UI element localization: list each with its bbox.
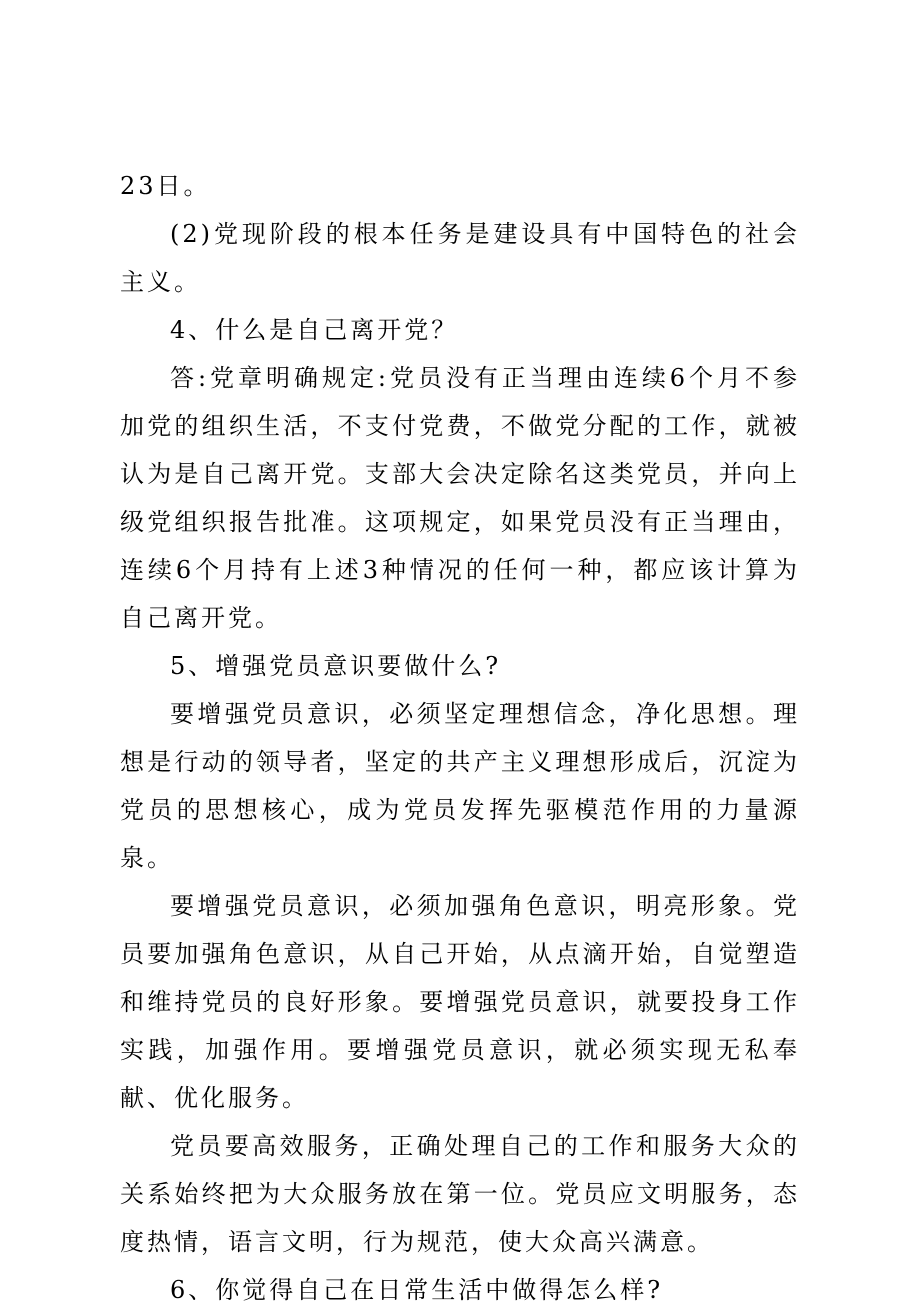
paragraph-task-statement: (2)党现阶段的根本任务是建设具有中国特色的社会主义。 [120, 220, 800, 296]
question-heading-5: 5、增强党员意识要做什么? [170, 652, 502, 680]
question-heading-6: 6、你觉得自己在日常生活中做得怎么样? [170, 1276, 664, 1304]
question-heading-4: 4、什么是自己离开党？ [170, 316, 459, 344]
answer-paragraph-4: 答:党章明确规定:党员没有正当理由连续6个月不参加党的组织生活，不支付党费，不做党分配的工作，就被认为是自己离开党。支部大会决定除名这类党员，并向上级党组织报告批准。这项规定，如果党员没有正当理由，连续6个月持有上述3种情况的任何一种，都应该计算为自己离开党。 [120, 364, 800, 632]
answer-paragraph-5c: 党员要高效服务，正确处理自己的工作和服务大众的关系始终把为大众服务放在第一位。党员应文明服务，态度热情，语言文明，行为规范，使大众高兴满意。 [120, 1132, 800, 1256]
answer-paragraph-5a: 要增强党员意识，必须坚定理想信念，净化思想。理想是行动的领导者，坚定的共产主义理想形成后，沉淀为党员的思想核心，成为党员发挥先驱模范作用的力量源泉。 [120, 700, 800, 872]
answer-paragraph-5b: 要增强党员意识，必须加强角色意识，明亮形象。党员要加强角色意识，从自己开始，从点滴开始，自觉塑造和维持党员的良好形象。要增强党员意识，就要投身工作实践，加强作用。要增强党员意识，就必须实现无私奉献、优化服务。 [120, 892, 800, 1112]
document-body [120, 162, 800, 1314]
paragraph-continuation: 23日。 [120, 172, 211, 200]
